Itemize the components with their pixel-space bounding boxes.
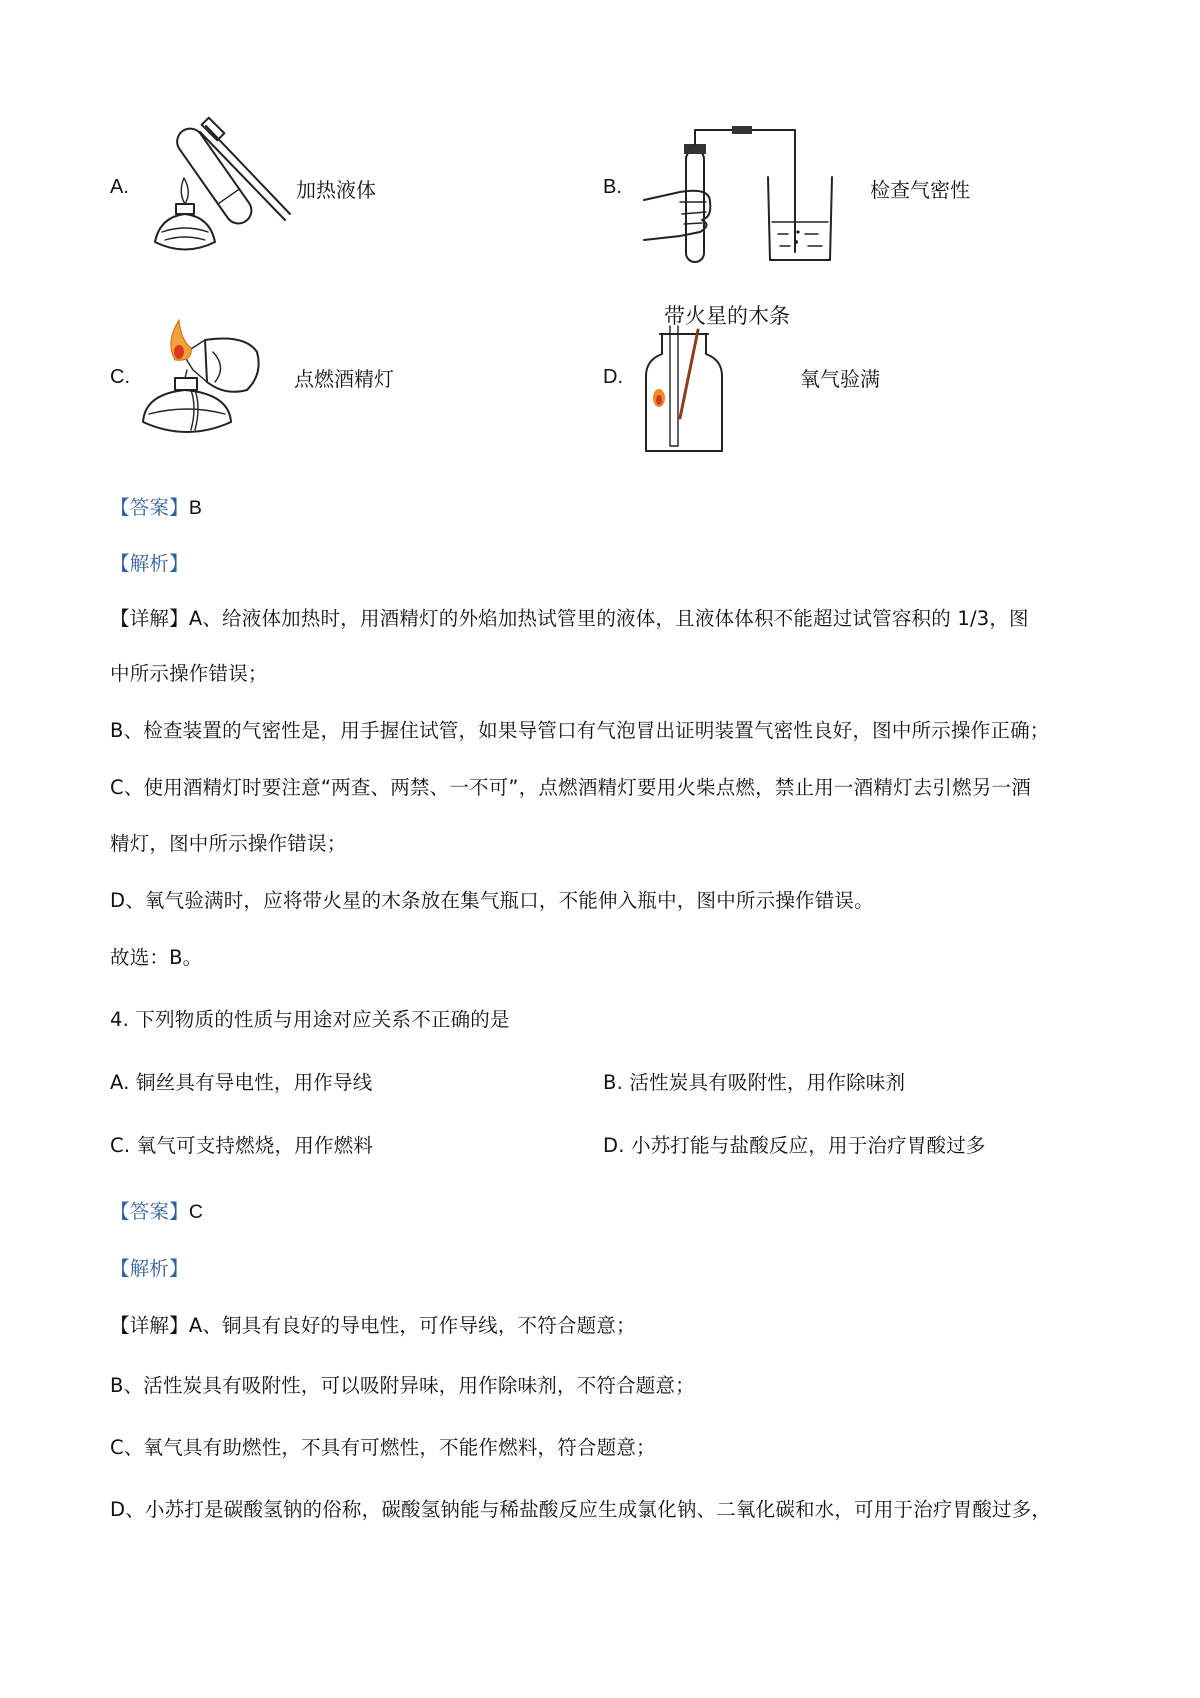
oxygen-test-figure [640, 326, 730, 454]
q3-detail-line-6: D、氧气验满时，应将带火星的木条放在集气瓶口，不能伸入瓶中，图中所示操作错误。 [110, 889, 874, 912]
q4-stem: 4. 下列物质的性质与用途对应关系不正确的是 [110, 1008, 510, 1031]
option-b-caption: 检查气密性 [870, 178, 970, 202]
lighting-lamp-figure [135, 312, 275, 447]
option-a-caption: 加热液体 [296, 178, 376, 202]
option-b-letter: B. [603, 176, 622, 198]
q4-detail-line-2: B、活性炭具有吸附性，可以吸附异味，用作除味剂，不符合题意； [110, 1374, 695, 1397]
detail-label: 【详解】 [110, 607, 189, 630]
airtightness-check-figure [640, 122, 840, 267]
q4-option-b: B. 活性炭具有吸附性，用作除味剂 [603, 1071, 906, 1094]
analysis-label: 【解析】 [110, 552, 189, 575]
answer-label: 【答案】 [110, 1200, 189, 1223]
q4-option-d: D. 小苏打能与盐酸反应，用于治疗胃酸过多 [603, 1134, 986, 1157]
option-d-caption: 氧气验满 [800, 367, 880, 391]
option-c-caption: 点燃酒精灯 [294, 367, 394, 391]
answer-value: B [188, 497, 203, 519]
option-a-letter: A. [110, 176, 129, 198]
q4-detail-line-4: D、小苏打是碳酸氢钠的俗称，碳酸氢钠能与稀盐酸反应生成氯化钠、二氧化碳和水，可用于治疗胃酸过多， [110, 1498, 1052, 1521]
q4-answer [110, 1196, 203, 1224]
analysis-label: 【解析】 [110, 1257, 189, 1280]
detail-label: 【详解】 [110, 1314, 189, 1337]
q3-analysis-label [110, 548, 189, 576]
detail-text: A、给液体加热时，用酒精灯的外焰加热试管里的液体，且液体体积不能超过试管容积的 1/3，图 [188, 607, 1029, 630]
q4-detail-line-1 [110, 1310, 636, 1338]
q3-detail-line-2: 中所示操作错误； [110, 662, 268, 685]
q3-detail-line-3: B、检查装置的气密性是，用手握住试管，如果导管口有气泡冒出证明装置气密性良好，图中所示操作正确； [110, 719, 1050, 742]
q3-conclusion: 故选：B。 [110, 946, 203, 969]
q3-answer [110, 492, 202, 520]
q4-option-c: C. 氧气可支持燃烧，用作燃料 [110, 1134, 374, 1157]
option-c-letter: C. [110, 366, 130, 388]
option-d-letter: D. [603, 366, 623, 388]
heating-liquid-figure [140, 112, 300, 262]
q3-detail-line-4: C、使用酒精灯时要注意“两查、两禁、一不可”，点燃酒精灯要用火柴点燃，禁止用一酒精灯去引燃另一酒 [110, 776, 1031, 799]
answer-label: 【答案】 [110, 496, 189, 519]
figure-label-glowing-splint: 带火星的木条 [664, 304, 790, 328]
q3-detail-line-1 [110, 603, 1029, 631]
detail-text: A、铜具有良好的导电性，可作导线，不符合题意； [188, 1314, 636, 1337]
answer-value: C [188, 1201, 204, 1223]
q4-analysis-label [110, 1253, 189, 1281]
q4-option-a: A. 铜丝具有导电性，用作导线 [110, 1071, 373, 1094]
q4-detail-line-3: C、氧气具有助燃性，不具有可燃性，不能作燃料，符合题意； [110, 1436, 656, 1459]
q3-detail-line-5: 精灯，图中所示操作错误； [110, 832, 347, 855]
